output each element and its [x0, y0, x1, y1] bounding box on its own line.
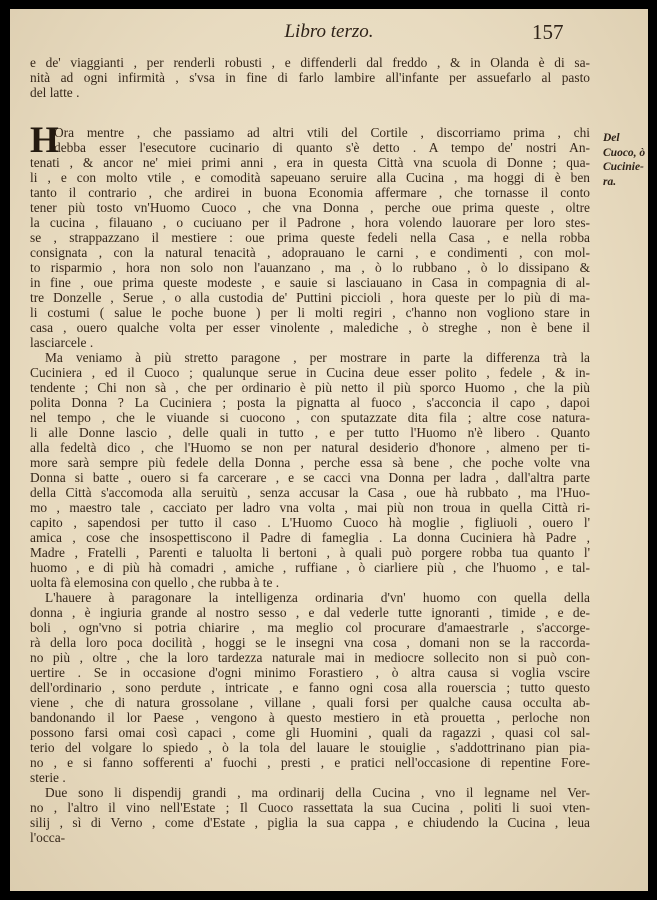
text-line: mo , maestro tale , cacciato per ladro vna volta , mai più non troua in quella Città ri- [30, 500, 590, 515]
running-header: Libro terzo. [284, 21, 374, 42]
text-line: viene , che di natura grossolane , villane , quali forsi per qualche causa occulta ab- [30, 695, 590, 710]
text-line: possono farsi omai così capaci , come gli Huomini , quali da ragazzi , quasi col sal- [30, 725, 590, 740]
text-line: in fine , oue prima queste modeste , e sauie si lasciauano in Casa in compagnia di al- [30, 275, 590, 290]
text-line: debba esser l'esecutore cucinario di quanto s'è detto . A tempo de' nostri An- [54, 140, 590, 155]
margin-note-line: ra. [603, 175, 617, 188]
text-line: dell'ordinario , sono perdute , intricate , e fanno ogni cosa alla rouerscia ; tutto questo [30, 680, 590, 695]
paragraph [30, 785, 590, 845]
margin-note-line: Del [603, 132, 620, 144]
text-line: tanto il contrario , che ardirei in buona Economia affermare , che tornasse il conto [30, 185, 590, 200]
text-line: tenati , & ancor ne' miei primi anni , era in questa Città vna scuola di Donne ; qua- [30, 155, 590, 170]
text-line: consignata , con la natural tenacità , adoprauano le carni , e condimenti , con mol- [30, 245, 590, 260]
text-line: li , e con molto vtile , e comodità sapeuano seruire alla Cucina , ma hoggi di è ben [30, 170, 590, 185]
text-line: donna , è ingiuria grande al nostro sesso , e dal vederle tutte ignoranti , timide , e de- [30, 605, 590, 620]
body-text [30, 55, 590, 845]
text-line: li alle Donne lascio , delle quali in tutto , e per tutto l'Huomo n'è libero . Quanto [30, 425, 590, 440]
text-line: li costumi ( salue le poche buone ) per li molti regiri , c'hanno non vogliono stare in [30, 305, 590, 320]
text-line: polita Donna ? La Cuciniera ; posta la pignatta al fuoco , s'acconcia il capo , dapoi [30, 395, 590, 410]
text-line: rà della loro poca docilità , hoggi se le insegni vna cosa , domani non se la raccorda- [30, 635, 590, 650]
margin-note-line: Cucinie- [603, 161, 644, 173]
text-line: tener più tosto vn'Huomo Cuoco , che vna Donna , perche oue prima queste , oltre [30, 200, 590, 215]
text-line: boli , ogn'vno si potria chiarire , ma meglio col procurare d'amaestrarle , s'accorge- [30, 620, 590, 635]
text-line: Madre , Fratelli , Parenti e taluolta li bertoni , à quali può porgere robba tua quanto l' [30, 545, 590, 560]
text-line: Due sono li dispendij grandi , ma ordinarij della Cucina , vno il legname nel Ver- [45, 785, 590, 800]
text-line: e de' viaggianti , per renderli robusti , e diffenderli dal freddo , & in Olanda è di sa- [30, 55, 590, 70]
text-line: casa , ouero qualche volta per esser vinolente , malediche , ò streghe , non è bene il [30, 320, 590, 335]
book-page [10, 9, 648, 891]
text-line: amica , cose che insospettiscono il Padre di fameglia . La donna Cuciniera hà Padre , [30, 530, 590, 545]
text-line: uolta fà elemosina con quello , che rubba à te . [30, 575, 280, 590]
text-line: no più , oltre , che la loro tardezza naturale mai in mediocre sollecito non si può con- [30, 650, 590, 665]
text-line: L'hauere à paragonare la intelligenza ordinaria d'vn' huomo con quella della [45, 590, 590, 605]
text-line: nel tempo , che le viuande si cuocono , con sputazzate dita fila ; altre cose natura- [30, 410, 590, 425]
drop-cap: H [30, 120, 59, 161]
paragraph [30, 55, 590, 100]
text-line: tre Donzelle , Serue , o alla custodia de' Puttini piccioli , hora queste per lo più di ma- [30, 290, 590, 305]
paragraph [30, 590, 590, 785]
text-line: Ma veniamo à più stretto paragone , per mostrare in parte la differenza trà la [45, 350, 590, 365]
text-line: no , l'altro il vino nell'Estate ; Il Cuoco rassettata la sua Cucina , politi li suoi vten- [30, 800, 590, 815]
text-line: no , e si fanno sofferenti a' fuochi , presti , e pratici nell'occasione di repentine Fore- [30, 755, 590, 770]
text-line: Donna si batte , ouero si fa carcerare , e se cacci vna Donna per ladra , dall'altra parte [30, 470, 590, 485]
text-line: tendente ; Chi non sà , che per ordinario è più netto il più sporco Huomo , che la più [30, 380, 590, 395]
text-line: Ora mentre , che passiamo ad altri vtili del Cortile , discorriamo prima , chi [54, 125, 590, 140]
text-line: silij , sì di Verno , come d'Estate , piglia la sua cappa , e chiudendo la Cucina , leua [30, 815, 590, 830]
text-line: lasciarcele . [30, 335, 94, 350]
paragraph [30, 120, 590, 350]
text-line: l'occa- [30, 830, 66, 845]
text-line: huomo , e di più hà comadri , amiche , ruffiane , ò ciarliere più , che l'huomo , e tal- [30, 560, 590, 575]
text-line: uertire . Se in occasione d'ogni minimo Forastiero , ò altra causa si voglia vscire [30, 665, 590, 680]
text-line: la cucina , filauano , o cuciuano per il Padrone , hora volendo lauorare per loro stes- [30, 215, 590, 230]
text-line: se , strappazzano il mestiere : oue prima queste fedeli nella Casa , e nella robba [30, 230, 590, 245]
text-line: terio del volgare lo spiedo , ò la tola del lauare le stouiglie , s'addottrinano pian pia- [30, 740, 590, 755]
text-line: alla fedeltà dico , che l'Huomo se non per natural desiderio d'honore , almeno per ti- [30, 440, 590, 455]
text-line: capito , sapendosi per tutto il caso . L'Huomo Cuoco hà moglie , figliuoli , ouero l' [30, 515, 590, 530]
paragraph [30, 350, 590, 590]
text-line: to risparmio , hora non solo non l'auanzano , ma , ò lo rubbano , ò lo dissipano & [30, 260, 590, 275]
text-line: sterie . [30, 770, 66, 785]
margin-note [603, 131, 645, 189]
text-line: Cuciniera , ed il Cuoco ; qualunque serue in Cucina deue esser polito , fedele , & in- [30, 365, 590, 380]
text-line: bandonando il lor Paese , vengono à questo mestiero in età prouetta , perloche non [30, 710, 590, 725]
page-number: 157 [532, 20, 564, 44]
text-line: more sarà sempre più fedele della Donna , perche essa sà bene , che poche volte vna [30, 455, 590, 470]
text-line: nità ad ogni infirmità , s'vsa in fine di farlo lambire all'infante per assuefarlo al pasto [30, 70, 590, 85]
margin-note-line: Cuoco, ò [603, 146, 646, 159]
text-line: del latte . [30, 85, 80, 100]
text-line: della Città s'accomoda alla seruitù , senza accusar la Casa , oue hà rubbato , ma l'Huo- [30, 485, 590, 500]
